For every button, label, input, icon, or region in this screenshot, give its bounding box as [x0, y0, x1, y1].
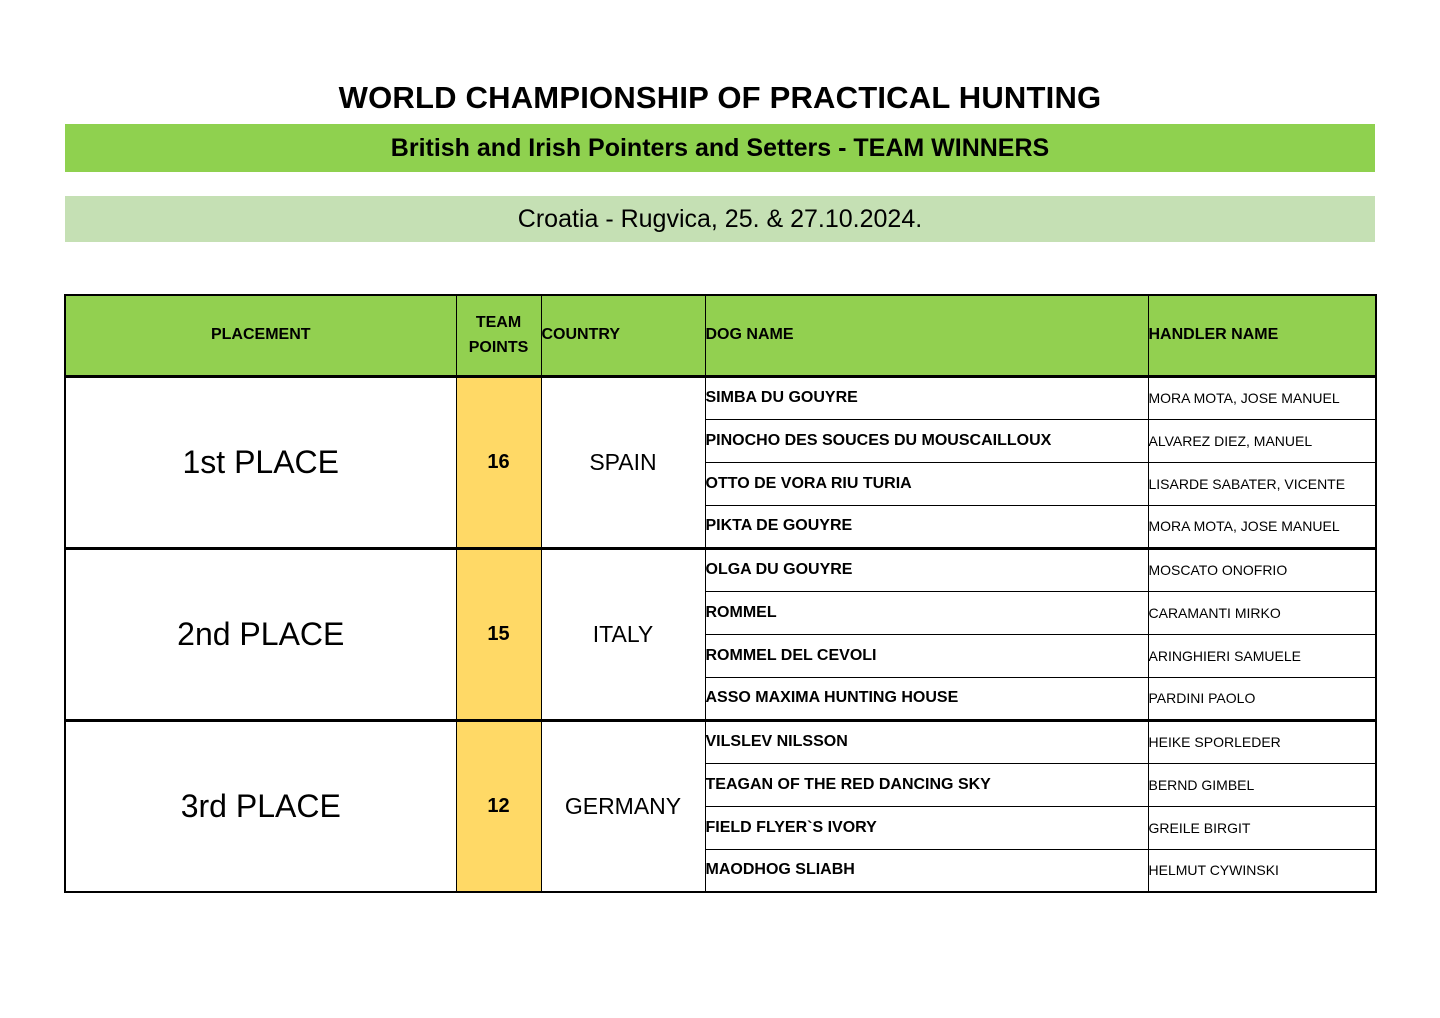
- dog-name-cell: SIMBA DU GOUYRE: [705, 376, 1148, 419]
- handler-name-cell: GREILE BIRGIT: [1148, 806, 1376, 849]
- handler-name-cell: ARINGHIERI SAMUELE: [1148, 634, 1376, 677]
- country-cell: ITALY: [541, 548, 705, 720]
- handler-name-cell: MORA MOTA, JOSE MANUEL: [1148, 376, 1376, 419]
- table-row: [65, 548, 1376, 591]
- dog-name-cell: MAODHOG SLIABH: [705, 849, 1148, 892]
- table-header-row: [65, 295, 1376, 376]
- handler-name-cell: PARDINI PAOLO: [1148, 677, 1376, 720]
- country-header: COUNTRY: [541, 295, 705, 376]
- country-cell: GERMANY: [541, 720, 705, 892]
- team-points-header-line1: TEAM: [475, 314, 522, 332]
- team-points-header-line2: POINTS: [468, 339, 529, 357]
- page-title: WORLD CHAMPIONSHIP OF PRACTICAL HUNTING: [338, 80, 1102, 115]
- dog-name-header: DOG NAME: [705, 295, 1148, 376]
- table-row: [65, 376, 1376, 419]
- handler-name-cell: HELMUT CYWINSKI: [1148, 849, 1376, 892]
- placement-cell: 3rd PLACE: [65, 720, 456, 892]
- handler-name-cell: MORA MOTA, JOSE MANUEL: [1148, 505, 1376, 548]
- dog-name-cell: OLGA DU GOUYRE: [705, 548, 1148, 591]
- handler-name-cell: MOSCATO ONOFRIO: [1148, 548, 1376, 591]
- subtitle-text: British and Irish Pointers and Setters - TEAM WINNERS: [390, 133, 1050, 162]
- location-text: Croatia - Rugvica, 25. & 27.10.2024.: [517, 204, 923, 233]
- dog-name-cell: TEAGAN OF THE RED DANCING SKY: [705, 763, 1148, 806]
- handler-name-header: HANDLER NAME: [1148, 295, 1376, 376]
- handler-name-cell: LISARDE SABATER, VICENTE: [1148, 462, 1376, 505]
- dog-name-cell: ASSO MAXIMA HUNTING HOUSE: [705, 677, 1148, 720]
- team-results-table: [64, 294, 1377, 893]
- handler-name-cell: CARAMANTI MIRKO: [1148, 591, 1376, 634]
- subtitle-banner: [65, 124, 1375, 172]
- placement-cell: 2nd PLACE: [65, 548, 456, 720]
- dog-name-cell: PIKTA DE GOUYRE: [705, 505, 1148, 548]
- dog-name-cell: VILSLEV NILSSON: [705, 720, 1148, 763]
- team-points-cell: 12: [456, 720, 541, 892]
- handler-name-cell: BERND GIMBEL: [1148, 763, 1376, 806]
- handler-name-cell: HEIKE SPORLEDER: [1148, 720, 1376, 763]
- dog-name-cell: OTTO DE VORA RIU TURIA: [705, 462, 1148, 505]
- location-banner: [65, 196, 1375, 242]
- team-points-header: [456, 295, 541, 376]
- dog-name-cell: FIELD FLYER`S IVORY: [705, 806, 1148, 849]
- country-cell: SPAIN: [541, 376, 705, 548]
- team-points-cell: 15: [456, 548, 541, 720]
- dog-name-cell: ROMMEL DEL CEVOLI: [705, 634, 1148, 677]
- handler-name-cell: ALVAREZ DIEZ, MANUEL: [1148, 419, 1376, 462]
- dog-name-cell: PINOCHO DES SOUCES DU MOUSCAILLOUX: [705, 419, 1148, 462]
- placement-cell: 1st PLACE: [65, 376, 456, 548]
- team-points-cell: 16: [456, 376, 541, 548]
- placement-header: PLACEMENT: [65, 295, 456, 376]
- dog-name-cell: ROMMEL: [705, 591, 1148, 634]
- table-row: [65, 720, 1376, 763]
